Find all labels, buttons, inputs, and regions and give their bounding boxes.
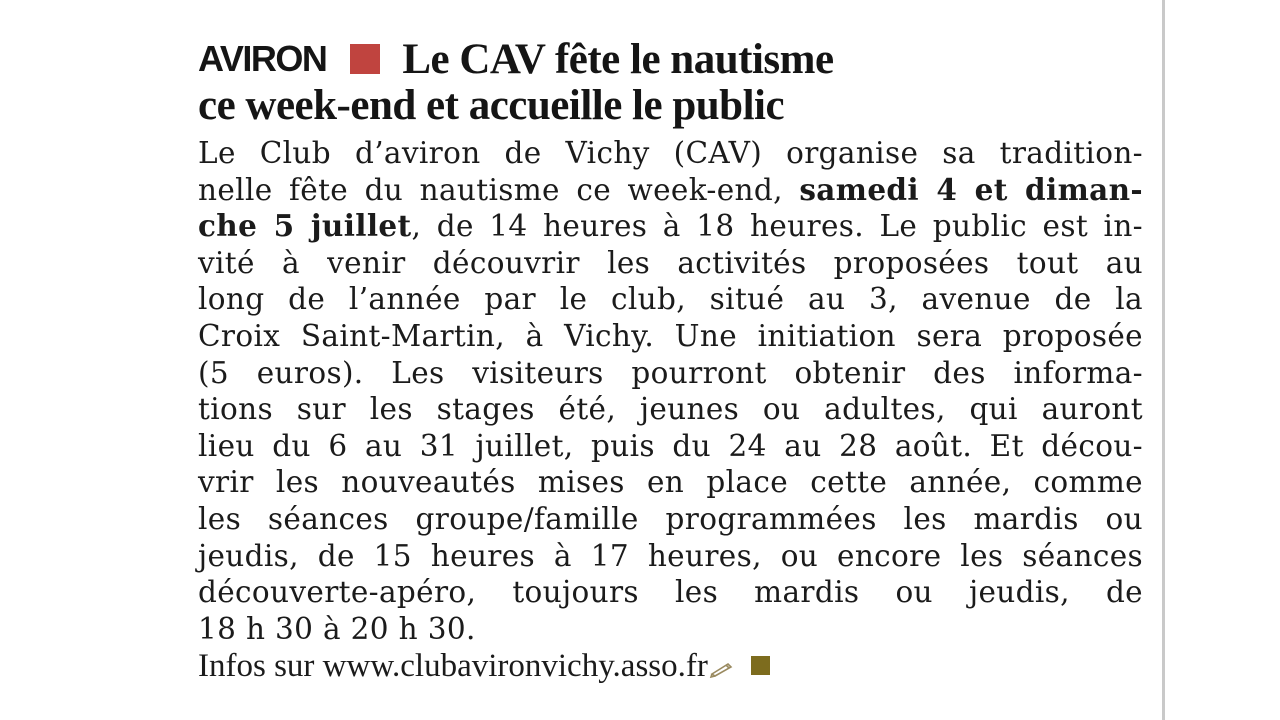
body-line: 18 h 30 à 20 h 30. — [198, 611, 476, 646]
article — [198, 36, 1143, 687]
body-text-segment: , de 14 heures à 18 heures. Le public est in- — [411, 209, 1143, 244]
body-line: lieu du 6 au 31 juillet, puis du 24 au 28 août. Et décou- — [198, 428, 1143, 463]
body-line: vrir les nouveautés mises en place cette année, comme — [198, 465, 1143, 500]
body-text-segment: nelle fête du nautisme ce week-end, — [198, 172, 800, 207]
body-line: découverte-apéro, toujours les mardis ou jeudis, de — [198, 575, 1143, 610]
body-line: (5 euros). Les visiteurs pourront obtenir des informa- — [198, 355, 1143, 390]
body-line: jeudis, de 15 heures à 17 heures, ou encore les séances — [198, 538, 1143, 573]
body-bold-date: samedi 4 et diman- — [799, 171, 1143, 207]
kicker: AVIRON — [198, 38, 327, 79]
column-divider — [1162, 0, 1165, 720]
headline-line-2: ce week-end et accueille le public — [198, 82, 785, 129]
body-line: tions sur les stages été, jeunes ou adultes, qui auront — [198, 392, 1143, 427]
article-body — [198, 135, 1143, 647]
headline-line-1: Le CAV fête le nautisme — [402, 36, 834, 83]
body-line: vité à venir découvrir les activités proposées tout au — [198, 245, 1143, 280]
red-square-icon — [350, 44, 380, 74]
body-line: les séances groupe/famille programmées les mardis ou — [198, 501, 1143, 536]
body-line — [198, 172, 1143, 209]
body-line: Croix Saint-Martin, à Vichy. Une initiation sera proposée — [198, 318, 1143, 353]
body-line: Le Club d’aviron de Vichy (CAV) organise sa tradition- — [198, 136, 1143, 170]
infos-text: Infos sur www.clubavironvichy.asso.fr — [198, 648, 708, 685]
body-line — [198, 208, 1143, 245]
pencil-icon — [709, 649, 735, 687]
body-line: long de l’année par le club, situé au 3, avenue de la — [198, 282, 1143, 317]
end-square-icon — [751, 656, 770, 675]
headline — [198, 36, 1143, 129]
body-bold-date: che 5 juillet — [198, 208, 412, 244]
infos-line — [198, 647, 1143, 687]
